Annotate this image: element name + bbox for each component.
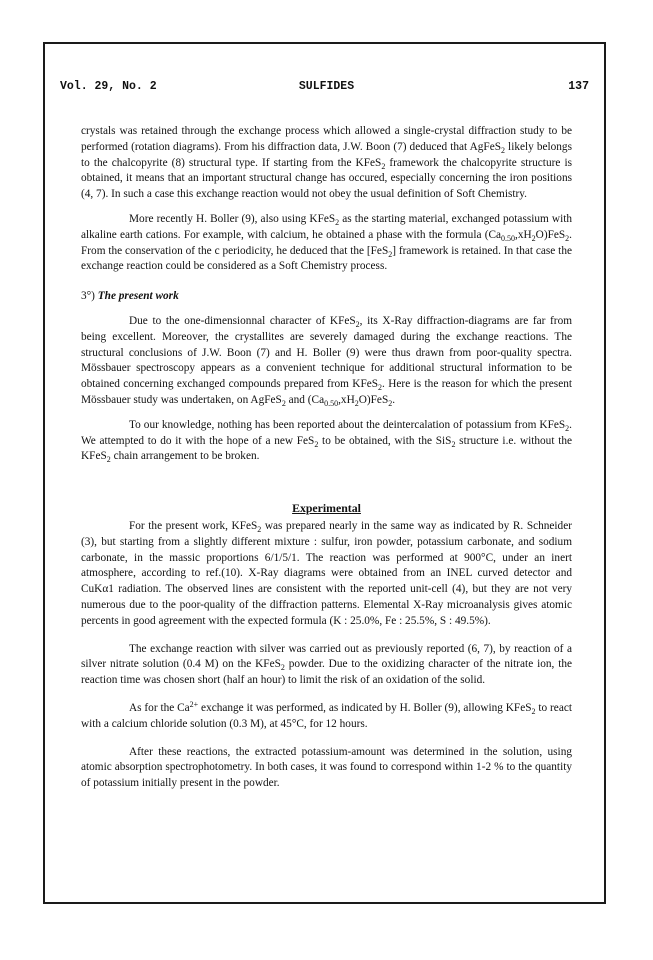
paragraph-3: Due to the one-dimensionnal character of KFeS$_2$, its X-Ray diffraction-diagrams are far from being excellent. Moreover, the crystallites are severely damaged during the exchange reactions. The structural conclusions of J.W. Boon (7) and H. Boller (9) were thus drawn from poor-quality spectra. Mössbauer spectroscopy appears as a convenient technique for additional structural information to be obtained concerning exchanged compounds prepared from KFeS$_2$. Here is the reason for which the present Mössbauer study was undertaken, on AgFeS$_2$ and $(Ca_{0.50},xH_2O)FeS_2$.: [81, 314, 572, 408]
paragraph-2: More recently H. Boller (9), also using KFeS$_2$ as the starting material, exchanged potassium with alkaline earth cations. For example, with calcium, he obtained a phase with the formula $(Ca_{0.50},xH_2O)FeS_2$. From the conservation of the c periodicity, he deduced that the [FeS$_2$] framework is retained. In that case the exchange reaction could be considered as a Soft Chemistry process.: [81, 212, 572, 273]
paragraph-7: As for the $Ca^{2+}$ exchange it was performed, as indicated by H. Boller (9), allowing KFeS$_2$ to react with a calcium chloride solution (0.3 M), at 45°C, for 12 hours.: [81, 699, 572, 730]
article-body: [81, 124, 572, 792]
paragraph-1: crystals was retained through the exchange process which allowed a single-crystal diffraction study to be performed (rotation diagrams). From his diffraction data, J.W. Boon (7) deduced that AgFeS$_2$ likely belongs to the chalcopyrite (8) structural type. If starting from the KFeS$_2$ framework the chalcopyrite structure is obtained, it means that an important structural change has occured, especially concerning the iron positions (4, 7). In such a case this exchange reaction would not obey the usual definition of Soft Chemistry.: [81, 125, 572, 201]
page-number: 137: [568, 80, 589, 93]
section-number: 3°): [81, 290, 95, 303]
section-heading: [81, 289, 572, 305]
paragraph-4: To our knowledge, nothing has been reported about the deintercalation of potassium from KFeS$_2$. We attempted to do it with the hope of a new FeS$_2$ to be obtained, with the SiS$_2$ structure i.e. without the KFeS$_2$ chain arrangement to be broken.: [81, 418, 572, 465]
experimental-heading: Experimental: [292, 501, 361, 516]
journal-volume: Vol. 29, No. 2: [60, 80, 157, 93]
paragraph-5: For the present work, KFeS$_2$ was prepared nearly in the same way as indicated by R. Schneider (3), but starting from a slightly different mixture : sulfur, iron powder, potassium carbonate, and sodium carbonate, in the massic proportions 6/1/5/1. The reaction was performed at 900°C, under an inert atmosphere, according to ref.(10). X-Ray diagrams were obtained from an INEL curved detector and CuKα1 radiation. The observed lines are consistent with the reported unit-cell (4), but they are not very numerous due to the poor-quality of the diffraction patterns. Elemental X-Ray microanalysis gives atomic percents in good agreement with the expected formula (K : 25.0%, Fe : 25.5%, S : 49.5%).: [81, 519, 572, 627]
running-header: [60, 80, 593, 96]
section-title: The present work: [97, 290, 179, 303]
running-title: SULFIDES: [298, 80, 355, 93]
paragraph-8: After these reactions, the extracted potassium-amount was determined in the solution, using atomic absorption spectrophotometry. In both cases, it was found to correspond within 1-2 % to the quantity of potassium initially present in the powder.: [81, 745, 572, 790]
paragraph-6: The exchange reaction with silver was carried out as previously reported (6, 7), by reaction of a silver nitrate solution (0.4 M) on the KFeS$_2$ powder. Due to the oxidizing character of the nitrate ion, the reaction time was chosen short (half an hour) to limit the risk of an oxidation of the solid.: [81, 642, 572, 687]
